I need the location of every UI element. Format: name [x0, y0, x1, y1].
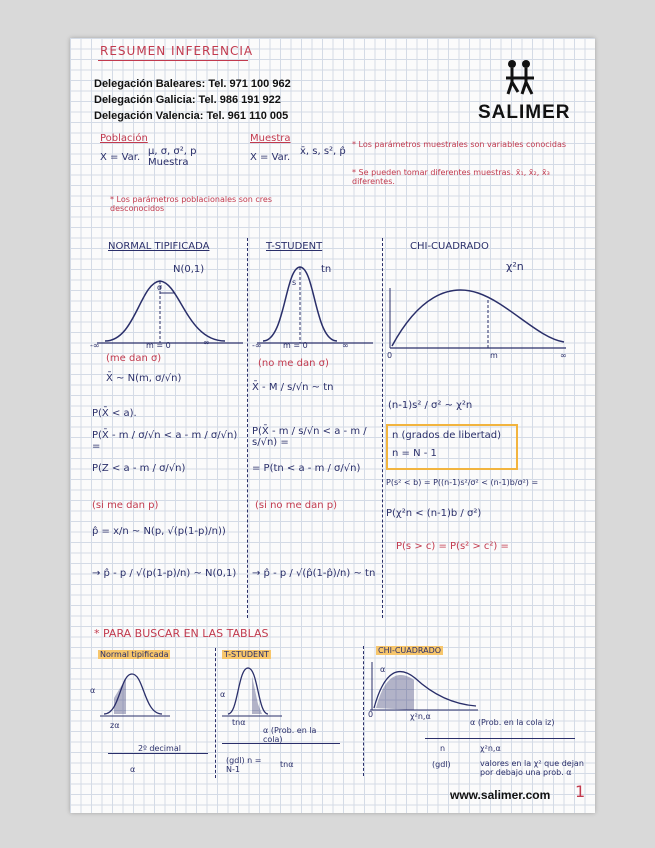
table-t-hrule — [222, 743, 340, 744]
poblacion-def: X = Var. — [100, 152, 141, 163]
chi-prob3: P(s > c) = P(s² > c²) = — [396, 541, 509, 552]
table-normal-curve — [100, 668, 170, 720]
table-t-col: α (Prob. en la cola) — [263, 726, 317, 744]
chi-curve-graph — [388, 278, 568, 358]
table-tstudent-label: T-STUDENT — [224, 650, 269, 659]
normal-note-sigma: (me dan σ) — [106, 353, 162, 364]
table-t-row: (gdl) n = N-1 — [226, 756, 262, 774]
divider-normal-t — [247, 238, 248, 618]
normal-xbar-dist: X̄ ~ N(m, σ/√n) — [106, 373, 182, 384]
table-t-alpha: α — [220, 690, 226, 699]
table-chi-col: α (Prob. en la cola iz) — [470, 718, 555, 727]
tables-divider-2 — [363, 646, 364, 776]
muestra-params: x̄, s, s², p̂ — [300, 146, 346, 157]
normal-inf-right: ∞ — [203, 338, 210, 347]
table-chi-alpha: α — [380, 665, 386, 674]
table-t-cell: tnα — [280, 760, 294, 769]
chi-box-line2: n = N - 1 — [392, 448, 437, 459]
poblacion-label: Población — [100, 133, 148, 144]
table-normal-label: Normal tipificada — [100, 650, 169, 659]
page-title: RESUMEN INFERENCIA — [100, 44, 254, 58]
table-chi-note: valores en la χ² que dejan por debajo una prob. α — [480, 759, 584, 777]
muestra-def: X = Var. — [250, 152, 291, 163]
table-normal-cell: α — [130, 765, 136, 774]
table-chi-xalpha: χ²n,α — [410, 712, 431, 721]
heading-chi: CHI-CUADRADO — [410, 241, 489, 252]
table-chi-row-gdl: (gdl) — [432, 760, 451, 769]
normal-step1: P(X̄ - m / σ/√n < a - m / σ/√n) = — [92, 430, 238, 452]
divider-t-chi — [382, 238, 383, 618]
chi-prob1: P(s² < b) = P((n-1)s²/σ² < (n-1)b/σ²) = — [386, 478, 539, 487]
table-chi-label: CHI-CUADRADO — [378, 646, 442, 655]
normal-prob: P(X̄ < a). — [92, 408, 137, 419]
brand-name: SALIMER — [478, 102, 571, 123]
note-muestrales: * Los parámetros muestrales son variables conocidas — [352, 140, 567, 149]
normal-inf-left: -∞ — [90, 341, 100, 350]
muestra-label: Muestra — [250, 133, 291, 144]
tstudent-phat-std: → p̂ - p / √(p̂(1-p̂)/n) ~ tn — [252, 568, 376, 579]
table-chi-cell: χ²n,α — [480, 744, 501, 753]
contact-valencia: Delegación Valencia: Tel. 961 110 005 — [94, 110, 289, 122]
chi-inf-right: ∞ — [560, 351, 567, 360]
table-chi-zero: 0 — [368, 710, 374, 719]
chi-zero: 0 — [387, 351, 393, 360]
table-normal-zalpha: zα — [110, 721, 120, 730]
tstudent-step2: = P(tn < a - m / σ/√n) — [252, 463, 361, 474]
tstudent-note-sigma: (no me dan σ) — [258, 358, 329, 369]
note-poblacionales: * Los parámetros poblacionales son cres desconocidos — [110, 195, 273, 213]
table-chi-hrule — [425, 738, 575, 739]
tstudent-s-mark: s — [292, 278, 297, 287]
title-underline — [98, 60, 248, 61]
normal-note-p: (si me dan p) — [92, 500, 159, 511]
normal-dist-label: N(0,1) — [173, 264, 205, 275]
table-normal-hrule — [108, 753, 208, 754]
chi-m-label: m — [490, 351, 498, 360]
tables-heading: * PARA BUSCAR EN LAS TABLAS — [94, 627, 269, 640]
tstudent-step1: P(X̄ - m / s/√n < a - m / s/√n) = — [252, 426, 367, 448]
contact-baleares: Delegación Baleares: Tel. 971 100 962 — [94, 78, 291, 90]
heading-tstudent: T-STUDENT — [266, 241, 323, 252]
table-normal-decimal: 2º decimal — [138, 744, 181, 753]
tstudent-inf-right: ∞ — [342, 341, 349, 350]
normal-step2: P(Z < a - m / σ/√n) — [92, 463, 186, 474]
table-chi-curve — [370, 658, 480, 718]
table-chi-row-n: n — [440, 744, 446, 753]
tstudent-inf-left: -∞ — [252, 341, 262, 350]
chi-prob2: P(χ²n < (n-1)b / σ²) — [386, 508, 482, 519]
tstudent-m-label: m = 0 — [283, 341, 308, 350]
tstudent-curve-graph — [255, 263, 375, 353]
tstudent-stat: X̄ - M / s/√n ~ tn — [252, 382, 334, 393]
chi-stat: (n-1)s² / σ² ~ χ²n — [388, 400, 473, 411]
heading-normal: NORMAL TIPIFICADA — [108, 241, 210, 252]
normal-curve-graph — [95, 263, 245, 353]
note-muestras-diferentes: * Se pueden tomar diferentes muestras. x̄₁, x̄₂, x̄₃ diferentes. — [352, 168, 550, 186]
table-normal-alpha: α — [90, 686, 96, 695]
normal-m-label: m = 0 — [146, 341, 171, 350]
salimer-logo-icon — [500, 58, 540, 98]
normal-sigma-mark: σ — [157, 283, 163, 292]
website[interactable]: www.salimer.com — [450, 788, 551, 802]
table-t-talpha: tnα — [232, 718, 246, 727]
tstudent-note-p: (si no me dan p) — [255, 500, 338, 511]
page-number: 1 — [575, 782, 586, 801]
normal-phat-std: → p̂ - p / √(p(1-p)/n) ~ N(0,1) — [92, 568, 237, 579]
chi-box-line1: n (grados de libertad) — [392, 430, 502, 441]
table-tstudent-curve — [222, 664, 282, 720]
tstudent-dist-label: tn — [321, 264, 332, 275]
tables-divider-1 — [215, 648, 216, 778]
poblacion-params: μ, σ, σ², p Muestra — [148, 146, 197, 168]
note-sheet — [70, 38, 595, 813]
chi-dist-label: χ²n — [506, 260, 524, 273]
normal-phat: p̂ = x/n ~ N(p, √(p(1-p)/n)) — [92, 526, 226, 537]
contact-galicia: Delegación Galicia: Tel. 986 191 922 — [94, 94, 281, 106]
